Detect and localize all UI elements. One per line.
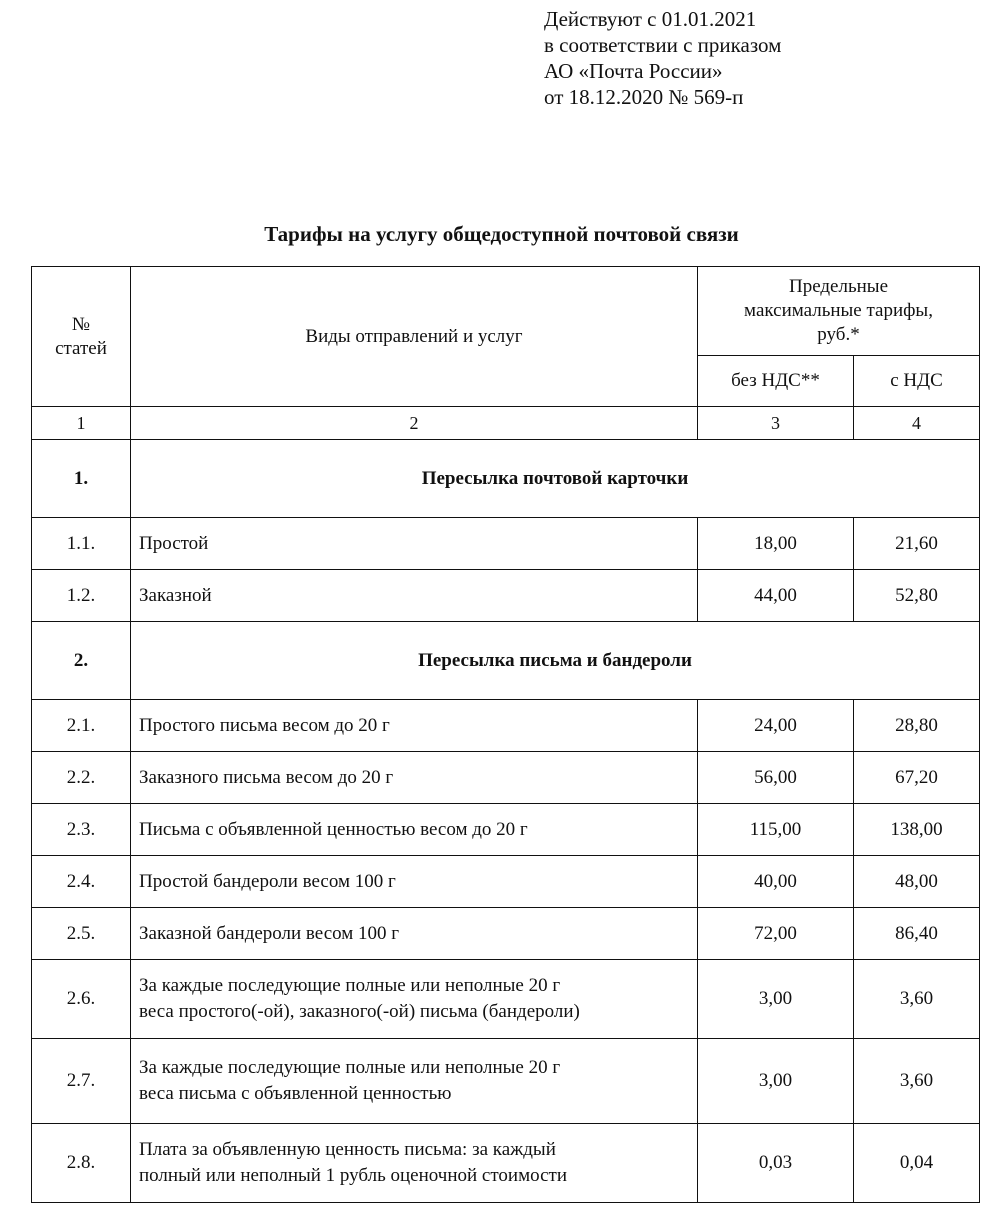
row-description-line: За каждые последующие полные или неполные 20 г xyxy=(139,1057,561,1078)
row-description: Простой xyxy=(131,518,698,570)
row-description xyxy=(131,960,698,1039)
row-description: Простой бандероли весом 100 г xyxy=(131,856,698,908)
table-row xyxy=(32,752,980,804)
tariff-without-vat: 115,00 xyxy=(698,804,854,856)
tariff-with-vat: 138,00 xyxy=(854,804,980,856)
row-number: 1.1. xyxy=(32,518,131,570)
tariff-with-vat: 86,40 xyxy=(854,908,980,960)
section-number: 1. xyxy=(32,440,131,518)
tariff-with-vat: 0,04 xyxy=(854,1124,980,1203)
table-row xyxy=(32,856,980,908)
document-title: Тарифы на услугу общедоступной почтовой связи xyxy=(264,222,739,246)
row-number: 2.7. xyxy=(32,1039,131,1124)
tariff-without-vat: 40,00 xyxy=(698,856,854,908)
note-line: Действуют с 01.01.2021 xyxy=(544,7,757,31)
row-description: Простого письма весом до 20 г xyxy=(131,700,698,752)
table-row xyxy=(32,1039,980,1124)
table-row xyxy=(32,908,980,960)
row-number: 2.4. xyxy=(32,856,131,908)
row-number: 2.5. xyxy=(32,908,131,960)
section-number: 2. xyxy=(32,622,131,700)
effective-date-note xyxy=(544,6,781,110)
header-max-tariffs xyxy=(698,267,980,356)
tariff-without-vat: 44,00 xyxy=(698,570,854,622)
tariff-without-vat: 18,00 xyxy=(698,518,854,570)
tariff-with-vat: 3,60 xyxy=(854,1039,980,1124)
column-number: 4 xyxy=(854,407,980,440)
row-description-line: полный или неполный 1 рубль оценочной стоимости xyxy=(139,1165,567,1186)
header-without-vat: без НДС** xyxy=(698,356,854,407)
tariff-without-vat: 24,00 xyxy=(698,700,854,752)
column-number: 2 xyxy=(131,407,698,440)
tariff-with-vat: 48,00 xyxy=(854,856,980,908)
row-description xyxy=(131,1039,698,1124)
row-number: 2.8. xyxy=(32,1124,131,1203)
header-text: статей xyxy=(55,337,107,359)
table-row xyxy=(32,700,980,752)
header-article-number xyxy=(32,267,131,407)
row-number: 1.2. xyxy=(32,570,131,622)
table-row xyxy=(32,960,980,1039)
row-description-line: веса письма с объявленной ценностью xyxy=(139,1083,452,1104)
row-description: Письма с объявленной ценностью весом до 20 г xyxy=(131,804,698,856)
note-line: АО «Почта России» xyxy=(544,59,723,83)
row-description xyxy=(131,1124,698,1203)
row-description-line: Плата за объявленную ценность письма: за каждый xyxy=(139,1139,556,1160)
tariff-with-vat: 21,60 xyxy=(854,518,980,570)
section-title: Пересылка почтовой карточки xyxy=(131,440,980,518)
header-text: руб.* xyxy=(817,324,860,345)
tariff-without-vat: 0,03 xyxy=(698,1124,854,1203)
section-row xyxy=(32,622,980,700)
header-text: № xyxy=(71,313,91,335)
row-description-line: За каждые последующие полные или неполные 20 г xyxy=(139,975,561,996)
row-description: Заказного письма весом до 20 г xyxy=(131,752,698,804)
tariff-with-vat: 3,60 xyxy=(854,960,980,1039)
row-number: 2.1. xyxy=(32,700,131,752)
section-row xyxy=(32,440,980,518)
table-row xyxy=(32,570,980,622)
section-title: Пересылка письма и бандероли xyxy=(131,622,980,700)
note-line: в соответствии с приказом xyxy=(544,33,782,57)
row-number: 2.2. xyxy=(32,752,131,804)
tariff-without-vat: 72,00 xyxy=(698,908,854,960)
header-text: максимальные тарифы, xyxy=(744,300,933,321)
tariff-without-vat: 3,00 xyxy=(698,1039,854,1124)
tariff-table xyxy=(31,266,980,1203)
tariff-without-vat: 3,00 xyxy=(698,960,854,1039)
row-number: 2.3. xyxy=(32,804,131,856)
row-number: 2.6. xyxy=(32,960,131,1039)
tariff-with-vat: 28,80 xyxy=(854,700,980,752)
column-number: 3 xyxy=(698,407,854,440)
row-description-line: веса простого(-ой), заказного(-ой) письма (бандероли) xyxy=(139,1001,580,1022)
row-description: Заказной бандероли весом 100 г xyxy=(131,908,698,960)
table-row xyxy=(32,518,980,570)
note-line: от 18.12.2020 № 569-п xyxy=(544,85,744,109)
table-row xyxy=(32,1124,980,1203)
tariff-with-vat: 67,20 xyxy=(854,752,980,804)
row-description: Заказной xyxy=(131,570,698,622)
tariff-with-vat: 52,80 xyxy=(854,570,980,622)
header-with-vat: с НДС xyxy=(854,356,980,407)
table-row xyxy=(32,804,980,856)
header-services: Виды отправлений и услуг xyxy=(131,267,698,407)
tariff-without-vat: 56,00 xyxy=(698,752,854,804)
header-text: Предельные xyxy=(788,276,889,297)
column-number: 1 xyxy=(32,407,131,440)
